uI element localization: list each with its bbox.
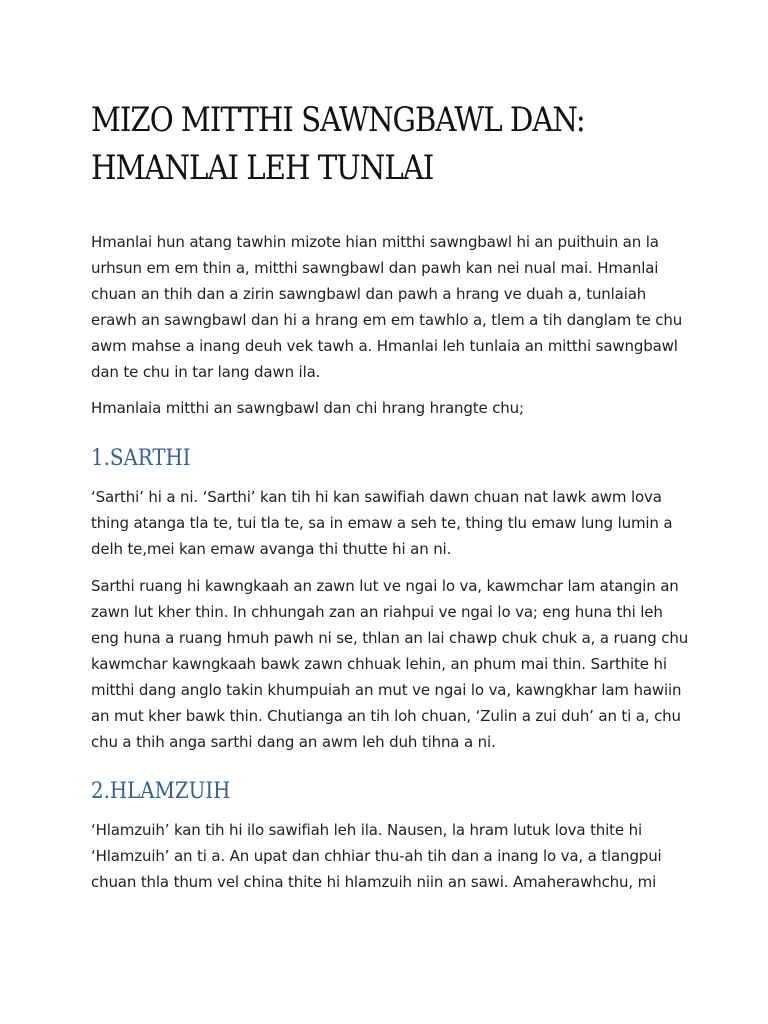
sarthi-paragraph-1: ‘Sarthi’ hi a ni. ‘Sarthi’ kan tih hi kan sawifiah dawn chuan nat lawk awm lova thing atanga tla te, tui tla te, sa in emaw a seh te, thing tlu emaw lung lumin a delh te,mei kan emaw avanga thi thutte hi an ni.	[91, 488, 673, 559]
hlamzuih-paragraph-1: ‘Hlamzuih’ kan tih hi ilo sawifiah leh ila. Nausen, la hram lutuk lova thite hi ‘Hlamzuih’ an ti a. An upat dan chhiar thu-ah tih dan a inang lo va, a tlangpui chuan thla thum vel china thite hi hlamzuih niin an sawi. Amaherawhchu, mi	[91, 821, 662, 892]
sarthi-paragraph-2: Sarthi ruang hi kawngkaah an zawn lut ve ngai lo va, kawmchar lam atangin an zawn lut kher thin. In chhungah zan an riahpui ve ngai lo va; eng huna thi leh eng huna a ruang hmuh pawh ni se, thlan an lai chawp chuk chuk a, a ruang chu kawmchar kawngkaah bawk zawn chhuak lehin, an phum mai thin. Sarthite hi mitthi dang anglo takin khumpuiah an mut ve ngai lo va, kawngkhar lam hawiin an mut kher bawk thin. Chutianga an tih loh chuan, ‘Zulin a zui duh’ an ti a, chu chu a thih anga sarthi dang an awm leh duh tihna a ni.	[91, 577, 689, 751]
document-title-line-1: MIZO MITTHI SAWNGBAWL DAN:	[91, 100, 585, 140]
document-title	[91, 96, 607, 192]
intro-paragraph-1: Hmanlai hun atang tawhin mizote hian mitthi sawngbawl hi an puithuin an la urhsun em em thin a, mitthi sawngbawl dan pawh kan nei nual mai. Hmanlai chuan an thih dan a zirin sawngbawl dan pawh a hrang ve duah a, tunlaiah erawh an sawngbawl dan hi a hrang em em tawhlo a, tlem a tih danglam te chu awm mahse a inang deuh vek tawh a. Hmanlai leh tunlaia an mitthi sawngbawl dan te chu in tar lang dawn ila.	[91, 233, 683, 381]
section-heading-hlamzuih: 2.HLAMZUIH	[91, 779, 231, 805]
document-page	[91, 96, 691, 896]
section-heading-sarthi: 1.SARTHI	[91, 446, 191, 472]
intro-paragraph-2: Hmanlaia mitthi an sawngbawl dan chi hrang hrangte chu;	[91, 399, 524, 418]
document-title-line-2: HMANLAI LEH TUNLAI	[91, 148, 434, 188]
